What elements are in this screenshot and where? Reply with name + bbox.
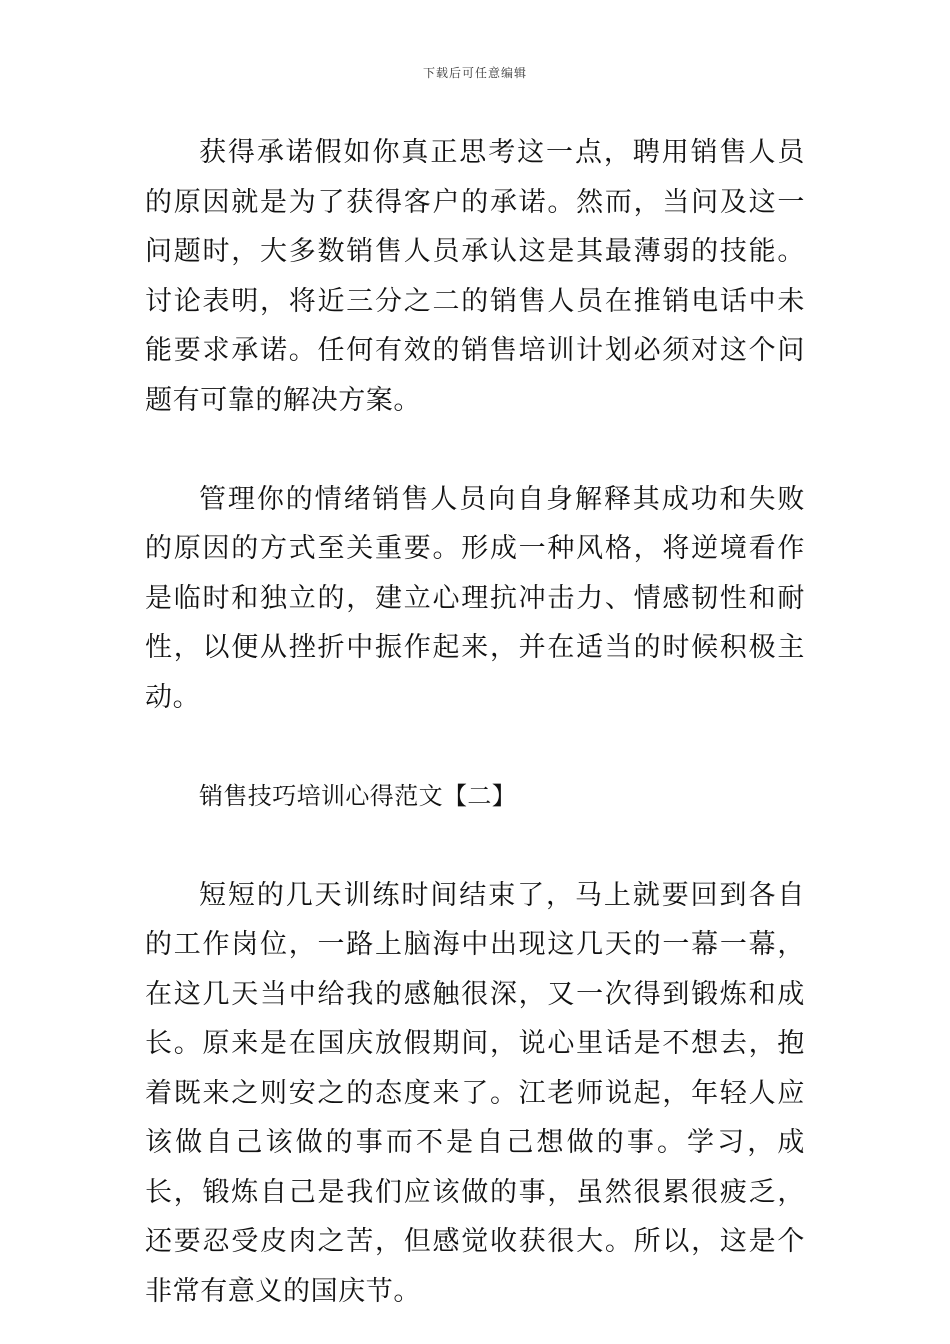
- document-body: [145, 128, 805, 1316]
- paragraph-spacer: [145, 425, 805, 475]
- section-heading: 销售技巧培训心得范文【二】: [199, 781, 517, 810]
- paragraph-training-reflection: 短短的几天训练时间结束了，马上就要回到各自的工作岗位，一路上脑海中出现这几天的一幕一幕，在这几天当中给我的感触很深，又一次得到锻炼和成长。原来是在国庆放假期间，说心里话是不想去，抱着既来之则安之的态度来了。江老师说起，年轻人应该做自己该做的事而不是自己想做的事。学习，成长，锻炼自己是我们应该做的事，虽然很累很疲乏，还要忍受皮肉之苦，但感觉收获很大。所以，这是个非常有意义的国庆节。: [145, 879, 805, 1307]
- paragraph-emotions: 管理你的情绪销售人员向自身解释其成功和失败的原因的方式至关重要。形成一种风格，将逆境看作是临时和独立的，建立心理抗冲击力、情感韧性和耐性，以便从挫折中振作起来，并在适当的时候积极主动。: [145, 483, 805, 713]
- paragraph-commitment: 获得承诺假如你真正思考这一点，聘用销售人员的原因就是为了获得客户的承诺。然而，当问及这一问题时，大多数销售人员承认这是其最薄弱的技能。讨论表明，将近三分之二的销售人员在推销电话中未能要求承诺。任何有效的销售培训计划必须对这个问题有可靠的解决方案。: [145, 137, 805, 416]
- paragraph-spacer: [145, 722, 805, 772]
- header-note: 下载后可任意编辑: [422, 66, 527, 80]
- paragraph-spacer: [145, 821, 805, 871]
